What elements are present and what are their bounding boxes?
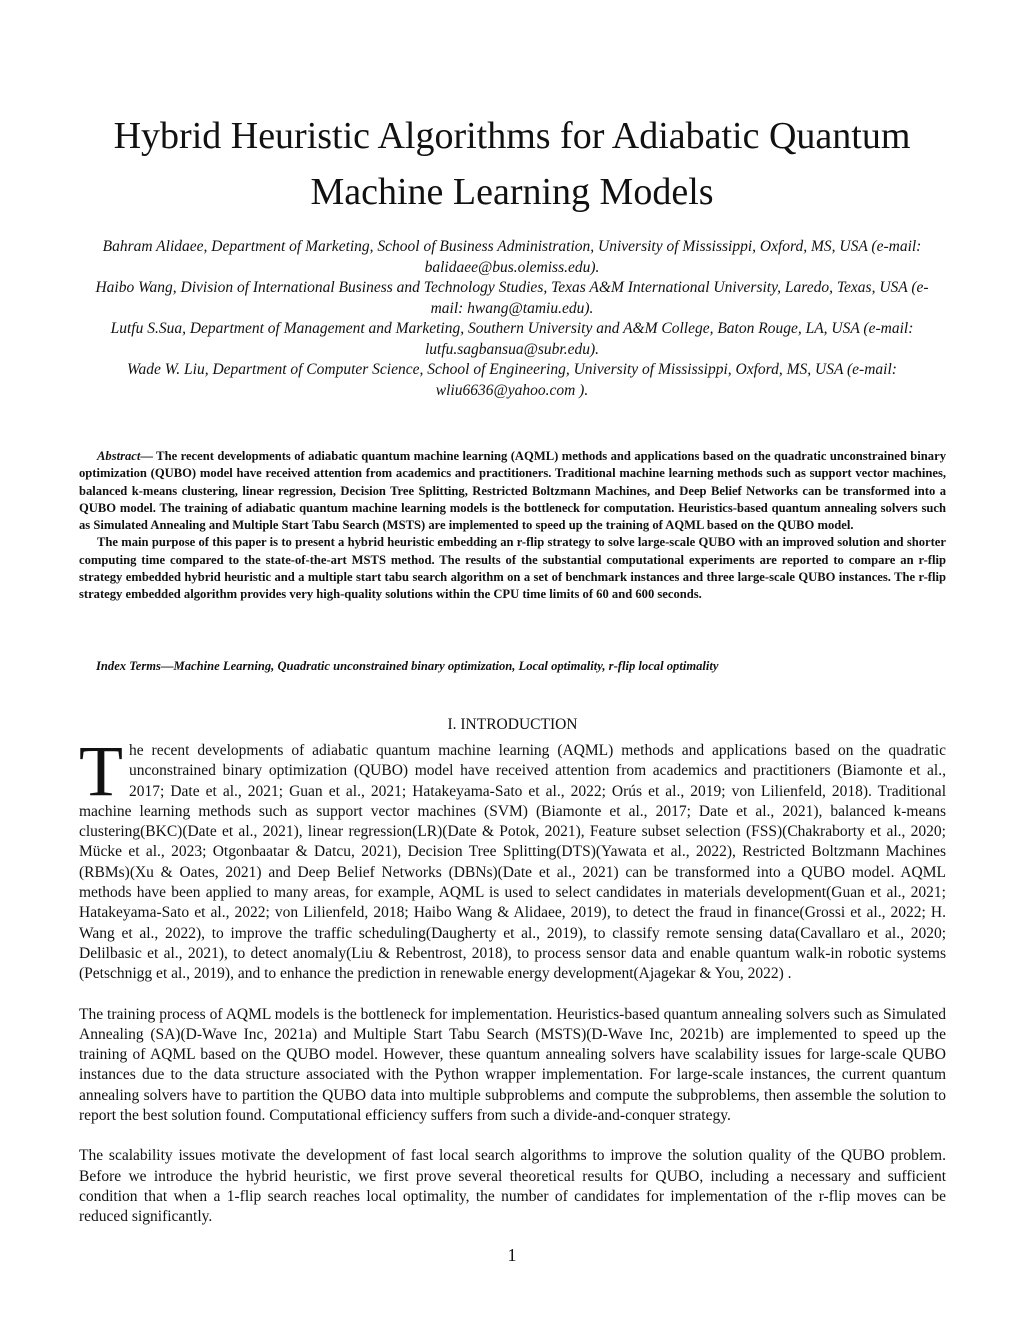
introduction-body: [79, 731, 946, 1248]
author-block: [88, 237, 936, 401]
intro-paragraph-2: The training process of AQML models is the bottleneck for implementation. Heuristics-based quantum annealing solvers such as Simulated Annealing (SA)(D-Wave Inc, 2021a) and Multiple Start Tabu Search (MSTS)(D-Wave Inc, 2021b) are implemented to speed up the training of AQML based on the QUBO model. However, these quantum annealing solvers have scalability issues for large-scale QUBO instances due to the data structure associated with the Python wrapper implementation. For large-scale instances, the current quantum annealing solvers have to partition the QUBO data into multiple subproblems and compute the subproblems, then assemble the solution to report the best solution found. Computational efficiency suffers from such a divide-and-conquer strategy.: [79, 1005, 946, 1125]
author-affiliation: Wade W. Liu, Department of Computer Science, School of Engineering, University of Mississippi, Oxford, MS, USA (e-mail: wliu6636@yahoo.com ).: [127, 361, 897, 399]
intro-paragraph-1: [79, 731, 946, 985]
abstract-text-1: — The recent developments of adiabatic quantum machine learning (AQML) methods and applications based on the quadratic unconstrained binary optimization (QUBO) model have received attention from academics and practitioners. Traditional machine learning methods such as support vector machines, balanced k-means clustering, linear regression, Decision Tree Splitting, Restricted Boltzmann Machines, and Deep Belief Networks can be transformed into a QUBO model. The training of adiabatic quantum machine learning models is the bottleneck for computation. Heuristics-based quantum annealing solvers such as Simulated Annealing and Multiple Start Tabu Search (MSTS) are implemented to speed up the training of AQML based on the QUBO model.: [79, 449, 946, 533]
intro-text-1: he recent developments of adiabatic quantum machine learning (AQML) methods and applications based on the quadratic unconstrained binary optimization (QUBO) model have received attention from academics and practitioners (Biamonte et al., 2017; Date et al., 2021; Guan et al., 2021; Hatakeyama-Sato et al., 2022; Orús et al., 2019; von Lilienfeld, 2018). Traditional machine learning methods such as support vector machines (SVM) (Biamonte et al., 2017; Date et al., 2021), balanced k-means clustering(BKC)(Date et al., 2021), linear regression(LR)(Date & Potok, 2021), Feature subset selection (FSS)(Chakraborty et al., 2020; Mücke et al., 2023; Otgonbaatar & Datcu, 2021), Decision Tree Splitting(DTS)(Yawata et al., 2022), Restricted Boltzmann Machines (RBMs)(Xu & Oates, 2021) and Deep Belief Networks (DBNs)(Date et al., 2021) can be transformed into a QUBO model. AQML methods have been applied to many areas, for example, AQML is used to select candidates in materials development(Guan et al., 2021; Hatakeyama-Sato et al., 2022; von Lilienfeld, 2018; Haibo Wang & Alidaee, 2019), to detect the fraud in finance(Grossi et al., 2022; H. Wang et al., 2022), to improve the traffic scheduling(Daugherty et al., 2019), to classify remote sensing data(Cavallaro et al., 2020; Delilbasic et al., 2021), to detect anomaly(Liu & Rebentrost, 2018), to process sensor data and enable quantum walk-in robotic systems (Petschnigg et al., 2019), and to enhance the prediction in renewable energy development(Ajagekar & You, 2022) .: [79, 742, 946, 983]
section-heading: I. INTRODUCTION: [447, 716, 578, 733]
index-terms: Index Terms—Machine Learning, Quadratic unconstrained binary optimization, Local optimality, r-flip local optimality: [96, 659, 719, 673]
abstract: [79, 448, 946, 604]
title-line-1: Hybrid Heuristic Algorithms for Adiabatic Quantum: [113, 115, 911, 157]
abstract-label: Abstract: [97, 449, 141, 463]
drop-cap: T: [79, 731, 123, 811]
author-affiliation: Lutfu S.Sua, Department of Management and Marketing, Southern University and A&M College, Baton Rouge, LA, USA (e-mail: lutfu.sagbansua@subr.edu).: [110, 320, 914, 358]
abstract-paragraph-1: [79, 448, 946, 534]
author-affiliation: Haibo Wang, Division of International Business and Technology Studies, Texas A&M International University, Laredo, Texas, USA (e-mail: hwang@tamiu.edu).: [95, 279, 929, 317]
abstract-paragraph-2: The main purpose of this paper is to present a hybrid heuristic embedding an r-flip strategy to solve large-scale QUBO with an improved solution and shorter computing time compared to the state-of-the-art MSTS method. The results of the substantial computational experiments are reported to compare an r-flip strategy embedded hybrid heuristic and a multiple start tabu search algorithm on a set of benchmark instances and three large-scale QUBO instances. The r-flip strategy embedded algorithm provides very high-quality solutions within the CPU time limits of 60 and 600 seconds.: [79, 535, 946, 602]
author-affiliation: Bahram Alidaee, Department of Marketing, School of Business Administration, University of Mississippi, Oxford, MS, USA (e-mail: balidaee@bus.olemiss.edu).: [102, 238, 922, 276]
intro-paragraph-3: The scalability issues motivate the development of fast local search algorithms to improve the solution quality of the QUBO problem. Before we introduce the hybrid heuristic, we first prove several theoretical results for QUBO, including a necessary and sufficient condition that when a 1-flip search reaches local optimality, the number of candidates for implementation of the r-flip moves can be reduced significantly.: [79, 1147, 946, 1226]
paper-title: [60, 108, 964, 220]
page-number: 1: [507, 1245, 517, 1265]
title-line-2: Machine Learning Models: [310, 171, 714, 213]
